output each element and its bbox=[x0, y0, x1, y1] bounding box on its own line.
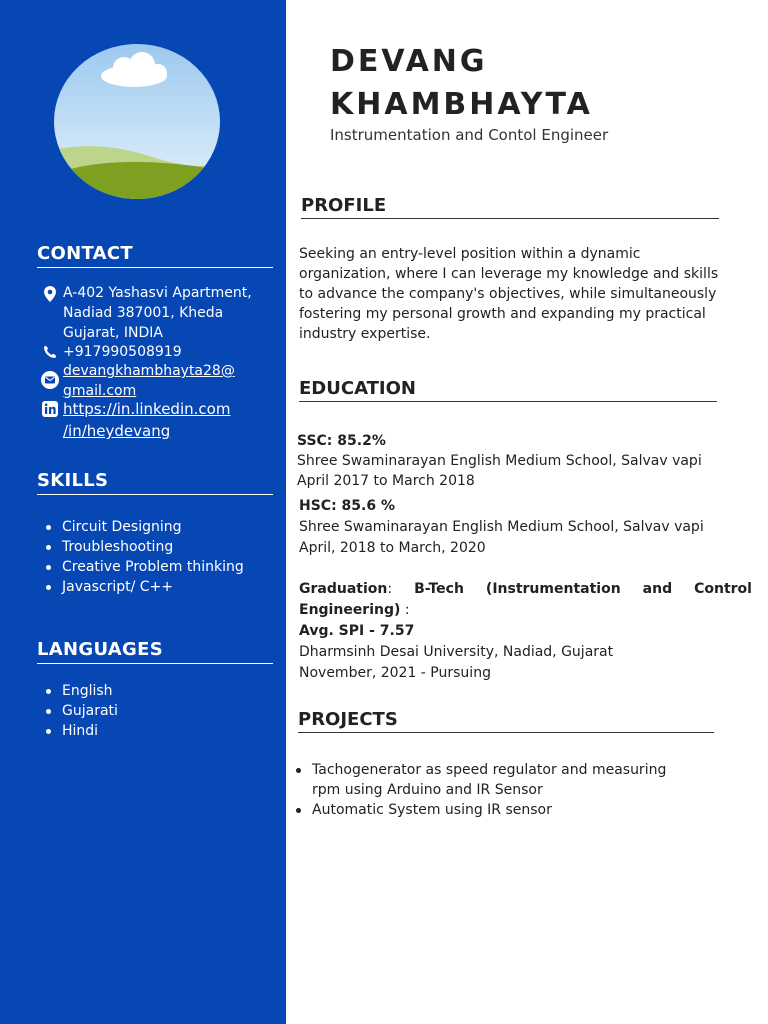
language-item: Hindi bbox=[44, 721, 118, 741]
languages-heading: LANGUAGES bbox=[37, 639, 273, 664]
ssc-school: Shree Swaminarayan English Medium School, Salvav vapi bbox=[297, 453, 702, 469]
profile-line: industry expertise. bbox=[299, 326, 431, 342]
skill-item: Creative Problem thinking bbox=[44, 557, 244, 577]
avatar bbox=[54, 44, 220, 199]
graduation-degree-word: and bbox=[642, 581, 673, 597]
name-line-2: KHAMBHAYTA bbox=[330, 87, 593, 122]
email-link-line-2[interactable]: gmail.com bbox=[63, 383, 137, 399]
hsc-period: April, 2018 to March, 2020 bbox=[299, 540, 486, 556]
graduation-label: Graduation bbox=[299, 581, 388, 597]
candidate-role: Instrumentation and Contol Engineer bbox=[330, 126, 609, 144]
graduation-line-2 bbox=[299, 600, 752, 621]
graduation-degree-word: B-Tech bbox=[414, 581, 464, 597]
graduation-university: Dharmsinh Desai University, Nadiad, Gujarat bbox=[299, 644, 614, 660]
phone-number: +917990508919 bbox=[63, 344, 182, 360]
address-line-3: Gujarat, INDIA bbox=[63, 325, 164, 341]
education-heading: EDUCATION bbox=[299, 378, 717, 402]
project-item bbox=[292, 760, 702, 800]
sidebar bbox=[0, 0, 286, 1024]
hsc-block bbox=[299, 496, 749, 559]
linkedin-link-line-2[interactable]: /in/heydevang bbox=[63, 422, 171, 440]
skills-heading: SKILLS bbox=[37, 470, 273, 495]
project-line: Automatic System using IR sensor bbox=[312, 802, 552, 818]
profile-heading: PROFILE bbox=[301, 195, 719, 219]
email-icon bbox=[37, 361, 63, 401]
project-line: rpm using Arduino and IR Sensor bbox=[312, 782, 543, 798]
project-item bbox=[292, 800, 702, 820]
contact-address bbox=[37, 283, 277, 343]
contact-phone bbox=[37, 342, 277, 362]
graduation-period: November, 2021 - Pursuing bbox=[299, 665, 491, 681]
language-item: English bbox=[44, 681, 118, 701]
profile-line: to advance the company's objectives, while simultaneously bbox=[299, 286, 717, 302]
graduation-degree-line-2: Engineering) bbox=[299, 602, 401, 618]
languages-list bbox=[44, 681, 118, 741]
graduation-degree-word: (Instrumentation bbox=[485, 581, 621, 597]
graduation-colon: : bbox=[387, 581, 393, 597]
profile-line: organization, where I can leverage my knowledge and skills bbox=[299, 266, 719, 282]
projects-list bbox=[292, 760, 702, 820]
graduation-line-1 bbox=[299, 579, 752, 600]
skill-item: Circuit Designing bbox=[44, 517, 244, 537]
profile-line: Seeking an entry-level position within a dynamic bbox=[299, 246, 641, 262]
linkedin-link-line-1[interactable]: https://in.linkedin.com bbox=[63, 400, 231, 418]
contact-heading: CONTACT bbox=[37, 243, 273, 268]
phone-icon bbox=[37, 342, 63, 362]
address-line-1: A-402 Yashasvi Apartment, bbox=[63, 285, 252, 301]
hsc-title: HSC: 85.6 % bbox=[299, 498, 395, 514]
ssc-block bbox=[297, 431, 747, 491]
hsc-school: Shree Swaminarayan English Medium School, Salvav vapi bbox=[299, 519, 704, 535]
name-line-1: DEVANG bbox=[330, 44, 488, 79]
contact-linkedin[interactable] bbox=[37, 398, 277, 442]
projects-heading: PROJECTS bbox=[298, 709, 714, 733]
skill-item: Javascript/ C++ bbox=[44, 577, 244, 597]
skill-item: Troubleshooting bbox=[44, 537, 244, 557]
email-link-line-1[interactable]: devangkhambhayta28@ bbox=[63, 363, 235, 379]
ssc-period: April 2017 to March 2018 bbox=[297, 473, 475, 489]
location-pin-icon bbox=[37, 283, 63, 343]
graduation-spi: Avg. SPI - 7.57 bbox=[299, 623, 415, 639]
candidate-name bbox=[330, 40, 593, 126]
landscape-avatar-icon bbox=[54, 44, 220, 199]
project-line: Tachogenerator as speed regulator and measuring bbox=[312, 762, 667, 778]
skills-list bbox=[44, 517, 244, 597]
ssc-title: SSC: 85.2% bbox=[297, 433, 386, 449]
address-line-2: Nadiad 387001, Kheda bbox=[63, 305, 224, 321]
profile-line: fostering my personal growth and expanding my practical bbox=[299, 306, 706, 322]
contact-email[interactable] bbox=[37, 361, 277, 401]
graduation-degree-word: Control bbox=[694, 581, 752, 597]
graduation-trail: : bbox=[400, 602, 410, 618]
linkedin-icon bbox=[37, 398, 63, 442]
language-item: Gujarati bbox=[44, 701, 118, 721]
profile-text bbox=[299, 244, 739, 344]
graduation-block bbox=[299, 579, 752, 684]
